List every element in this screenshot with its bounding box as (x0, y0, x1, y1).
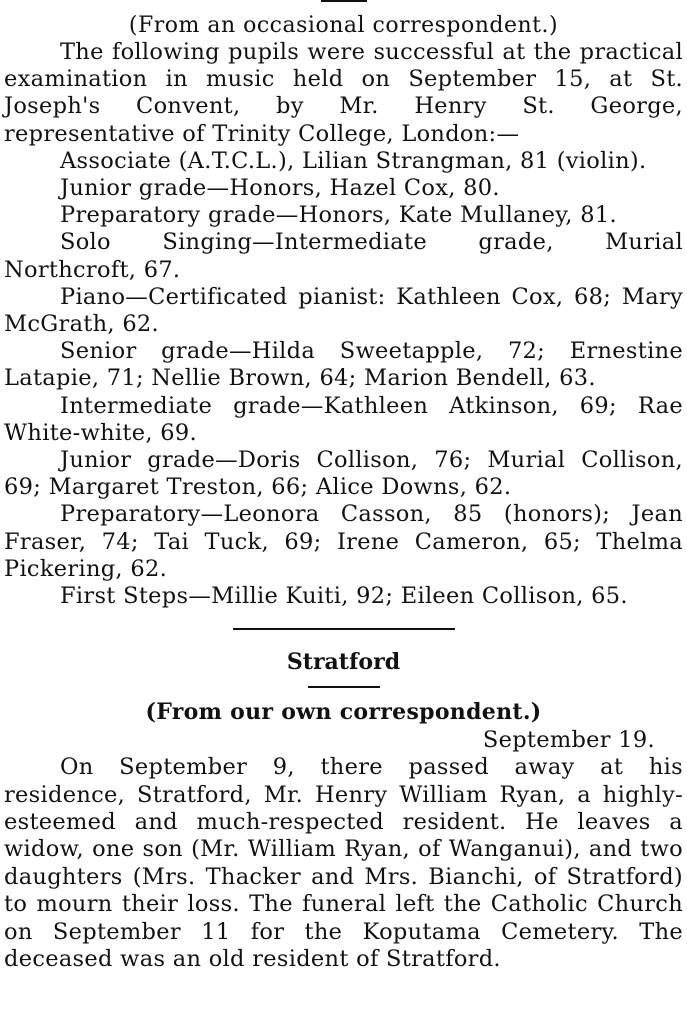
result-line: Junior grade—Doris Collison, 76; Murial Collison, 69; Margaret Treston, 66; Alice Downs, 62. (4, 447, 683, 501)
result-line: Senior grade—Hilda Sweetapple, 72; Ernestine Latapie, 71; Nellie Brown, 64; Marion Bendell, 63. (4, 338, 683, 392)
top-rule (321, 0, 367, 2)
result-line: Preparatory grade—Honors, Kate Mullaney, 81. (60, 202, 617, 229)
result-line: Piano—Certificated pianist: Kathleen Cox, 68; Mary McGrath, 62. (4, 283, 683, 338)
result-line: Associate (A.T.C.L.), Lilian Strangman, 81 (violin). (60, 147, 647, 174)
obituary-paragraph: On September 9, there passed away at his residence, Stratford, Mr. Henry William Ryan, a highly-esteemed and much-respected resident. He leaves a widow, one son (Mr. William Ryan, of Wanganui), and two daughters (Mrs. Thacker and Mrs. Bianchi, of Stratford) to mourn their loss. The funeral left the Catholic Church on September 11 for the Koputama Cemetery. The deceased was an old resident of Stratford. (4, 754, 683, 973)
section-heading: Stratford (286, 649, 401, 676)
result-line: Junior grade—Honors, Hazel Cox, 80. (60, 175, 500, 202)
section-divider (233, 628, 455, 630)
dateline: September 19. (482, 727, 655, 754)
result-line: Intermediate grade—Kathleen Atkinson, 69; Rae White-white, 69. (4, 392, 683, 446)
result-line: Preparatory—Leonora Casson, 85 (honors); Jean Fraser, 74; Tai Tuck, 69; Irene Cameron, 65; Thelma Pickering, 62. (4, 501, 683, 582)
result-line: First Steps—Millie Kuiti, 92; Eileen Collison, 65. (60, 583, 628, 610)
correspondent-credit-2: (From our own correspondent.) (145, 699, 542, 726)
intro-paragraph: The following pupils were successful at the practical examination in music held on September 15, at St. Joseph's Convent, by Mr. Henry St. George, representative of Trinity College, London:— (4, 39, 683, 147)
result-line: Solo Singing—Intermediate grade, Murial Northcroft, 67. (4, 229, 683, 283)
correspondent-credit-1: (From an occasional correspondent.) (128, 13, 559, 38)
heading-rule (308, 686, 380, 688)
